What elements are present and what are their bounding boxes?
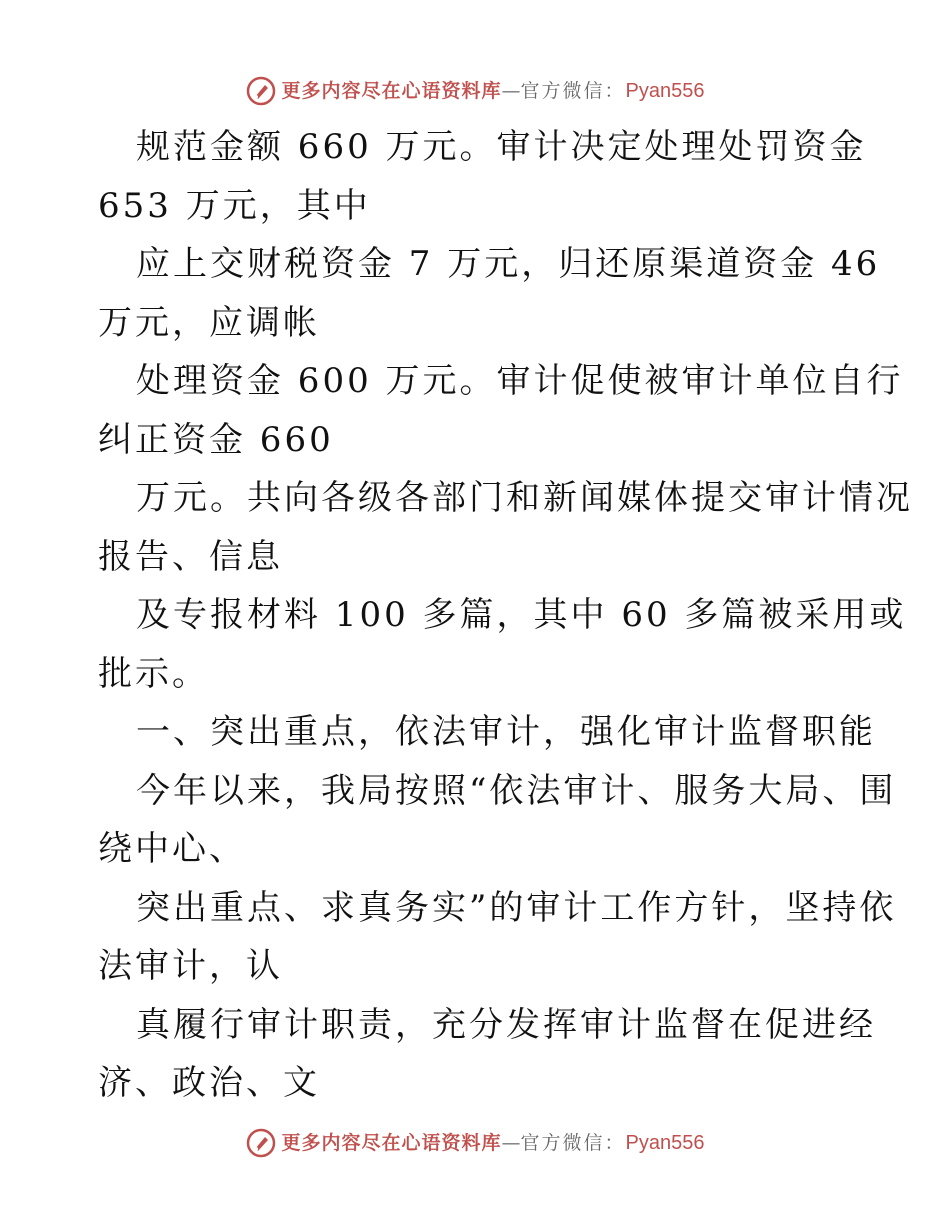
fountain-pen-logo-icon [246, 76, 276, 106]
text-line: 万元，应调帐 [98, 302, 320, 343]
fountain-pen-logo-icon [246, 1128, 276, 1158]
header-watermark [0, 76, 950, 106]
text-line: 济、政治、文 [98, 1063, 320, 1103]
watermark-main-text: 更多内容尽在心语资料库 [281, 80, 502, 102]
text-line: 及专报材料 100 多篇，其中 60 多篇被采用或 [136, 595, 907, 635]
watermark-wechat-label: 官方微信： [520, 1132, 626, 1154]
text-line: 653 万元，其中 [98, 185, 371, 226]
text-line: 今年以来，我局按照“依法审计、服务大局、围 [136, 770, 897, 811]
text-line: 法审计，认 [98, 946, 283, 986]
text-line: 应上交财税资金 7 万元，归还原渠道资金 46 [136, 244, 881, 284]
footer-watermark [0, 1128, 950, 1158]
text-line: 突出重点、求真务实”的审计工作方针，坚持依 [136, 887, 897, 928]
section-heading: 一、突出重点，依法审计，强化审计监督职能 [136, 712, 876, 752]
text-line: 规范金额 660 万元。审计决定处理处罚资金 [136, 127, 867, 167]
watermark-wechat-id: Pyan556 [625, 1132, 705, 1154]
text-line: 万元。共向各级各部门和新闻媒体提交审计情况 [136, 478, 913, 518]
text-line: 报告、信息 [98, 536, 283, 577]
watermark-separator: — [501, 1132, 521, 1154]
watermark-wechat-id: Pyan556 [625, 80, 705, 102]
text-line: 处理资金 600 万元。审计促使被审计单位自行 [136, 361, 904, 401]
text-line: 纠正资金 660 [98, 419, 334, 460]
watermark-separator: — [501, 80, 521, 102]
text-line: 批示。 [98, 653, 209, 694]
text-line: 真履行审计职责，充分发挥审计监督在促进经 [136, 1004, 876, 1045]
text-line: 绕中心、 [98, 829, 246, 869]
document-body [98, 118, 913, 1113]
watermark-main-text: 更多内容尽在心语资料库 [281, 1132, 502, 1154]
watermark-wechat-label: 官方微信： [520, 80, 626, 102]
